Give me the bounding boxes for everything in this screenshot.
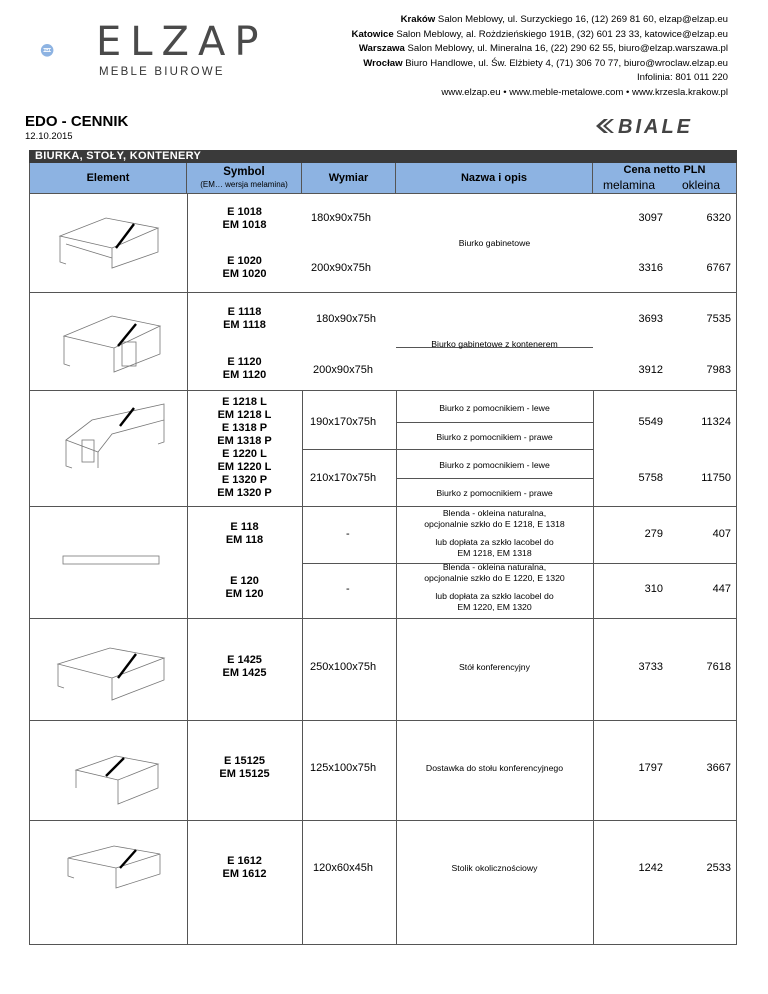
contact-line-warszawa: Warszawa Salon Meblowy, ul. Mineralna 16, (22) 290 62 55, biuro@elzap.warszawa.pl [358,43,728,55]
table-row-dimension: 125x100x75h [310,762,377,774]
contact-block [352,13,728,101]
logo-subtitle: MEBLE BIUROWE [99,66,225,78]
table-row-dimension: 200x90x75h [313,364,373,376]
table-row-desc: Biurko z pomocnikiem - lewe [439,403,550,413]
contact-line-wroclaw: Wrocław Biuro Handlowe, ul. Św. Elżbiety 4, (71) 306 70 77, biuro@wroclaw.elzap.eu [363,57,728,69]
table-row-dimension: 210x170x75h [310,472,377,484]
desk-extension-thumbnail [62,396,168,470]
table-row-dimension: 200x90x75h [311,262,371,274]
table-row-symbol: E 120 EM 120 [225,575,264,600]
merged-desc-gabinetowe: Biurko gabinetowe [458,238,531,248]
biale-logo [594,116,732,136]
col-header-cena: Cena netto PLN melamina okleina [593,163,737,193]
table-row-price-melamina: 3693 [638,313,663,325]
desk-container-thumbnail [60,302,164,376]
col-header-symbol: Symbol (EM… wersja melamina) [187,163,302,193]
coffee-table-thumbnail [64,836,164,892]
table-row-price-okleina: 7618 [706,661,731,673]
col-header-wymiar: Wymiar [302,163,396,193]
table-row-price-okleina: 7535 [706,313,731,325]
col-header-element: Element [29,163,187,193]
table-row-dimension: - [346,583,350,595]
table-row-price-melamina: 1242 [638,862,663,874]
table-row-desc: Biurko z pomocnikiem - prawe [436,432,553,442]
table-row-dimension: 190x170x75h [310,416,377,428]
table-row-dimension: 250x100x75h [310,661,377,673]
table-row-price-melamina: 279 [644,528,663,540]
table-row-symbol: E 1120 EM 1120 [222,356,267,381]
table-row-price-okleina: 11324 [701,416,731,428]
infolinia: Infolinia: 801 011 220 [636,72,728,84]
logo-wordmark: ELZAP [96,19,268,65]
table-row-desc: Biurko z pomocnikiem - prawe [436,488,553,498]
contact-line-katowice: Katowice Salon Meblowy, al. Rożdzieńskiego 191B, (32) 601 23 33, katowice@elzap.eu [351,28,728,40]
contact-line-krakow: Kraków Salon Meblowy, ul. Surzyckiego 16, (12) 269 81 60, elzap@elzap.eu [400,14,728,25]
section-title: BIURKA, STOŁY, KONTENERY [29,150,737,163]
table-row-dimension: 180x90x75h [311,212,371,224]
desk-thumbnail [56,208,162,272]
table-row-price-okleina: 6767 [706,262,731,274]
table-row-symbol: E 118 EM 118 [225,521,264,546]
table-row-dimension: - [346,528,350,540]
svg-text:BIALE: BIALE [618,116,693,136]
col-header-nazwa: Nazwa i opis [396,163,593,193]
table-row-price-melamina: 3316 [638,262,663,274]
table-row-symbol: E 1118 EM 1118 [223,306,266,331]
table-row-desc: Biurko z pomocnikiem - lewe [439,460,550,470]
table-row-symbol: E 1425 EM 1425 [222,654,267,679]
table-row-price-melamina: 1797 [638,762,663,774]
table-row-symbol: E 1020 EM 1020 [222,255,267,280]
table-row-price-okleina: 447 [712,583,731,595]
table-row-price-melamina: 5549 [638,416,663,428]
table-row-desc: Blenda - okleina naturalna, opcjonalnie szkło do E 1220, E 1320 lub dopłata za szkło lacobel do EM 1220, EM 1320 [424,562,565,612]
modesty-panel-thumbnail [62,553,160,567]
conference-table-thumbnail [54,634,168,704]
table-row-symbol: E 15125 EM 15125 [219,755,270,780]
table-row-price-melamina: 3912 [638,364,663,376]
table-row-price-okleina: 11750 [701,472,731,484]
table-extension-thumbnail [72,736,162,810]
table-row-desc: Stolik okolicznościowy [451,863,538,873]
table-row-symbol: E 1018 EM 1018 [222,206,267,231]
table-row-dimension: 120x60x45h [313,862,373,874]
table-row-dimension: 180x90x75h [316,313,376,325]
document-date: 12.10.2015 [25,131,73,142]
table-row-price-okleina: 3667 [706,762,731,774]
table-row-symbol: E 1612 EM 1612 [222,855,267,880]
elzap-logo [40,22,100,82]
table-row-price-melamina: 3097 [638,212,663,224]
document-title: EDO - CENNIK [25,113,129,130]
table-row-desc: Blenda - okleina naturalna, opcjonalnie szkło do E 1218, E 1318 lub dopłata za szkło lacobel do EM 1218, EM 1318 [424,508,565,558]
table-row-symbol: E 1218 L EM 1218 L E 1318 P EM 1318 P E 1220 L EM 1220 L E 1320 P EM 1320 P [217,396,272,499]
table-row-desc: Dostawka do stołu konferencyjnego [425,763,564,773]
websites: www.elzap.eu • www.meble-metalowe.com • www.krzesla.krakow.pl [441,86,728,98]
table-row-price-okleina: 6320 [706,212,731,224]
table-row-price-okleina: 2533 [706,862,731,874]
table-row-desc: Stół konferencyjny [459,662,530,672]
table-row-price-melamina: 310 [644,583,663,595]
table-row-price-okleina: 7983 [706,364,731,376]
table-row-price-melamina: 3733 [638,661,663,673]
table-row-price-okleina: 407 [712,528,731,540]
merged-desc-kontener: Biurko gabinetowe z kontenerem [431,339,558,349]
table-row-price-melamina: 5758 [638,472,663,484]
